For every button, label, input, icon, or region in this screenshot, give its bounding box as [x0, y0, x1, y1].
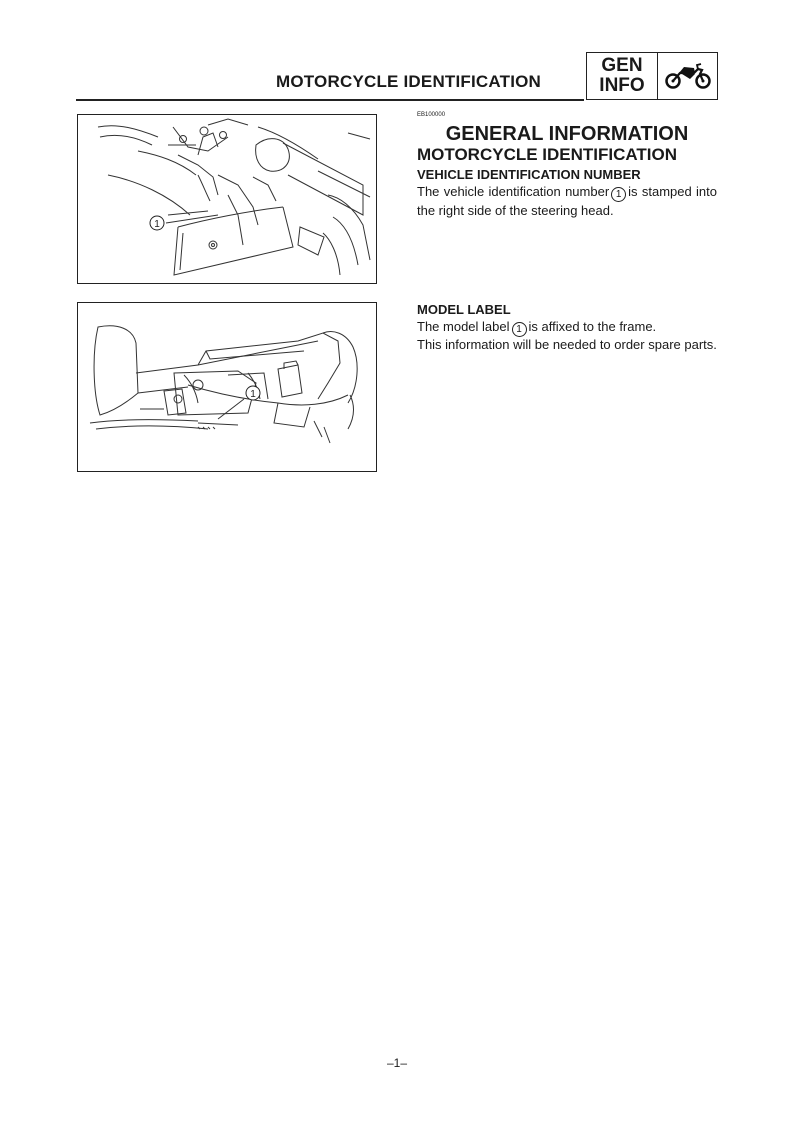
section-heading: GENERAL INFORMATION	[445, 123, 689, 145]
badge-text	[587, 53, 658, 99]
model-label-illustration	[78, 303, 376, 471]
vin-text-before: The vehicle identification number	[417, 184, 610, 199]
model-label-text	[417, 318, 717, 337]
page-header-title: MOTORCYCLE IDENTIFICATION	[276, 72, 542, 91]
figure-2-callout: 1	[250, 389, 256, 400]
badge-line-1: GEN	[601, 55, 643, 76]
header-rule	[76, 99, 584, 101]
model-label-title: MODEL LABEL	[417, 302, 511, 317]
section-subheading: MOTORCYCLE IDENTIFICATION	[417, 145, 678, 164]
page-number: –1–	[386, 1056, 408, 1070]
badge-line-2: INFO	[599, 75, 645, 96]
vin-text-after: is stamped into the right side of the steering head.	[417, 184, 717, 218]
model-callout: 1	[512, 322, 527, 337]
steering-head-illustration	[78, 115, 376, 283]
model-text-after: is affixed to the frame.	[528, 319, 657, 334]
section-badge	[586, 52, 718, 100]
model-label-text-2: This information will be needed to order spare parts.	[417, 337, 717, 352]
vin-title: VEHICLE IDENTIFICATION NUMBER	[417, 167, 641, 182]
vin-callout: 1	[611, 187, 626, 202]
motorcycle-icon	[658, 53, 717, 99]
section-code: EB100000	[417, 112, 446, 118]
figure-1-callout: 1	[154, 219, 160, 230]
model-text-before: The model label	[417, 319, 510, 334]
figure-model-label	[77, 302, 377, 472]
figure-steering-head	[77, 114, 377, 284]
vin-text	[417, 183, 717, 219]
